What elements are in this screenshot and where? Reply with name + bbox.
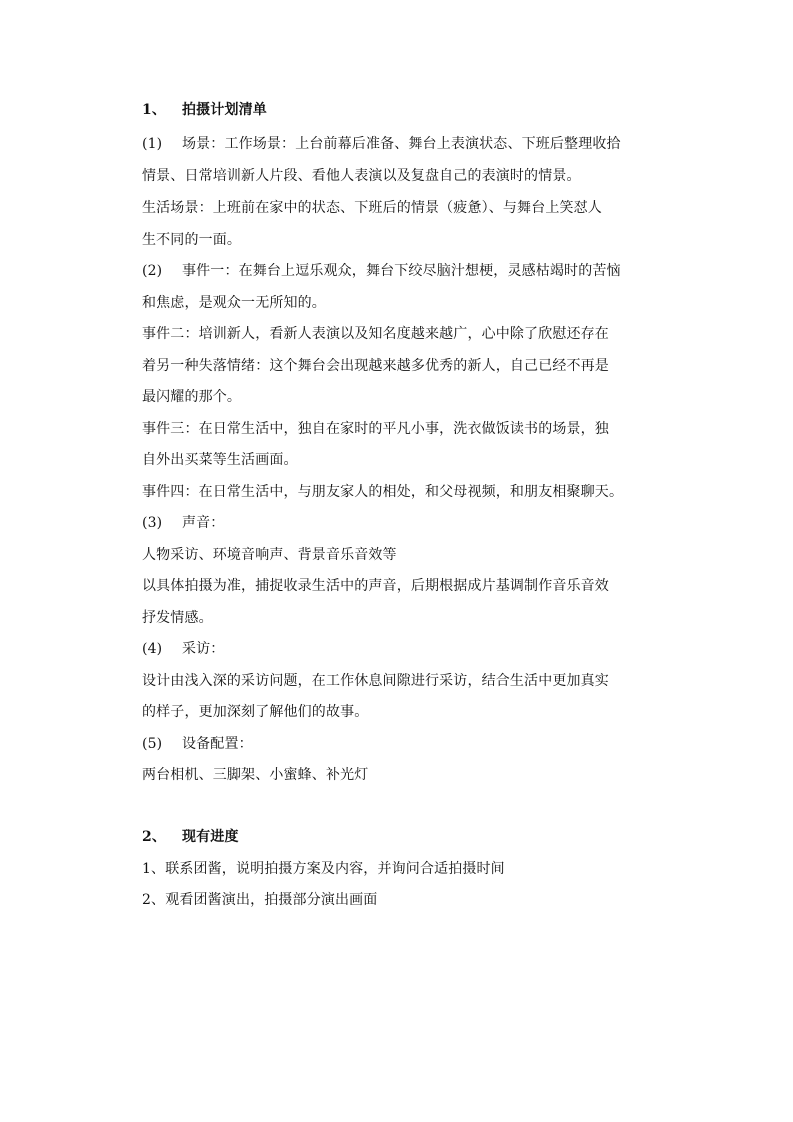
item-2-line-8: 事件四：在日常生活中，与朋友家人的相处，和父母视频，和朋友相聚聊天。: [142, 484, 624, 500]
item-2-line-6: 事件三：在日常生活中，独自在家时的平凡小事，洗衣做饭读书的场景，独: [142, 421, 609, 437]
item-5-line-1: 两台相机、三脚架、小蜜蜂、补光灯: [142, 767, 369, 783]
item-1-line-2: 情景、日常培训新人片段、看他人表演以及复盘自己的表演时的情景。: [142, 168, 581, 184]
item-5-heading: [142, 734, 682, 754]
item-3-title: 声音：: [182, 515, 225, 531]
item-4-line-1: 设计由浅入深的采访问题，在工作休息间隙进行采访，结合生活中更加真实: [142, 673, 609, 689]
section-1-title: 拍摄计划清单: [182, 102, 267, 118]
progress-line-2: 2、观看团酱演出，拍摄部分演出画面: [142, 892, 378, 908]
section-2-heading: [142, 827, 682, 847]
item-4-number: (4): [142, 641, 163, 657]
item-2-text-1: 事件一：在舞台上逗乐观众，舞台下绞尽脑汁想梗，灵感枯竭时的苦恼: [182, 263, 621, 279]
item-1-text-1: 场景：工作场景：上台前幕后准备、舞台上表演状态、下班后整理收拾: [182, 136, 621, 152]
item-3-number: (3): [142, 515, 163, 531]
section-1-heading: [142, 100, 682, 120]
item-3-heading: [142, 513, 682, 533]
progress-line-1: 1、联系团酱，说明拍摄方案及内容，并询问合适拍摄时间: [142, 861, 505, 877]
item-2-line-5: 最闪耀的那个。: [142, 389, 242, 405]
item-4-heading: [142, 639, 682, 659]
item-3-line-3: 抒发情感。: [142, 610, 213, 626]
item-2-line-7: 自外出买菜等生活画面。: [142, 452, 298, 468]
item-2-line-3: 事件二：培训新人，看新人表演以及知名度越来越广，心中除了欣慰还存在: [142, 326, 609, 342]
section-2-title: 现有进度: [182, 829, 239, 845]
section-1-number: 1、: [142, 102, 167, 118]
item-1-line-4: 生不同的一面。: [142, 232, 242, 248]
item-2-number: (2): [142, 263, 163, 279]
item-2-line-2: 和焦虑，是观众一无所知的。: [142, 295, 326, 311]
item-1-number: (1): [142, 136, 163, 152]
item-3-line-2: 以具体拍摄为准，捕捉收录生活中的声音，后期根据成片基调制作音乐音效: [142, 578, 609, 594]
item-1-line-1: [142, 134, 682, 154]
item-5-title: 设备配置：: [182, 736, 253, 752]
item-2-line-1: [142, 261, 682, 281]
item-2-line-4: 着另一种失落情绪：这个舞台会出现越来越多优秀的新人，自己已经不再是: [142, 358, 609, 374]
item-5-number: (5): [142, 736, 163, 752]
item-1-line-3: 生活场景：上班前在家中的状态、下班后的情景（疲惫）、与舞台上笑怼人: [142, 200, 602, 216]
section-2-number: 2、: [142, 829, 167, 845]
item-4-line-2: 的样子，更加深刻了解他们的故事。: [142, 704, 369, 720]
item-3-line-1: 人物采访、环境音响声、背景音乐音效等: [142, 547, 397, 563]
item-4-title: 采访：: [182, 641, 225, 657]
